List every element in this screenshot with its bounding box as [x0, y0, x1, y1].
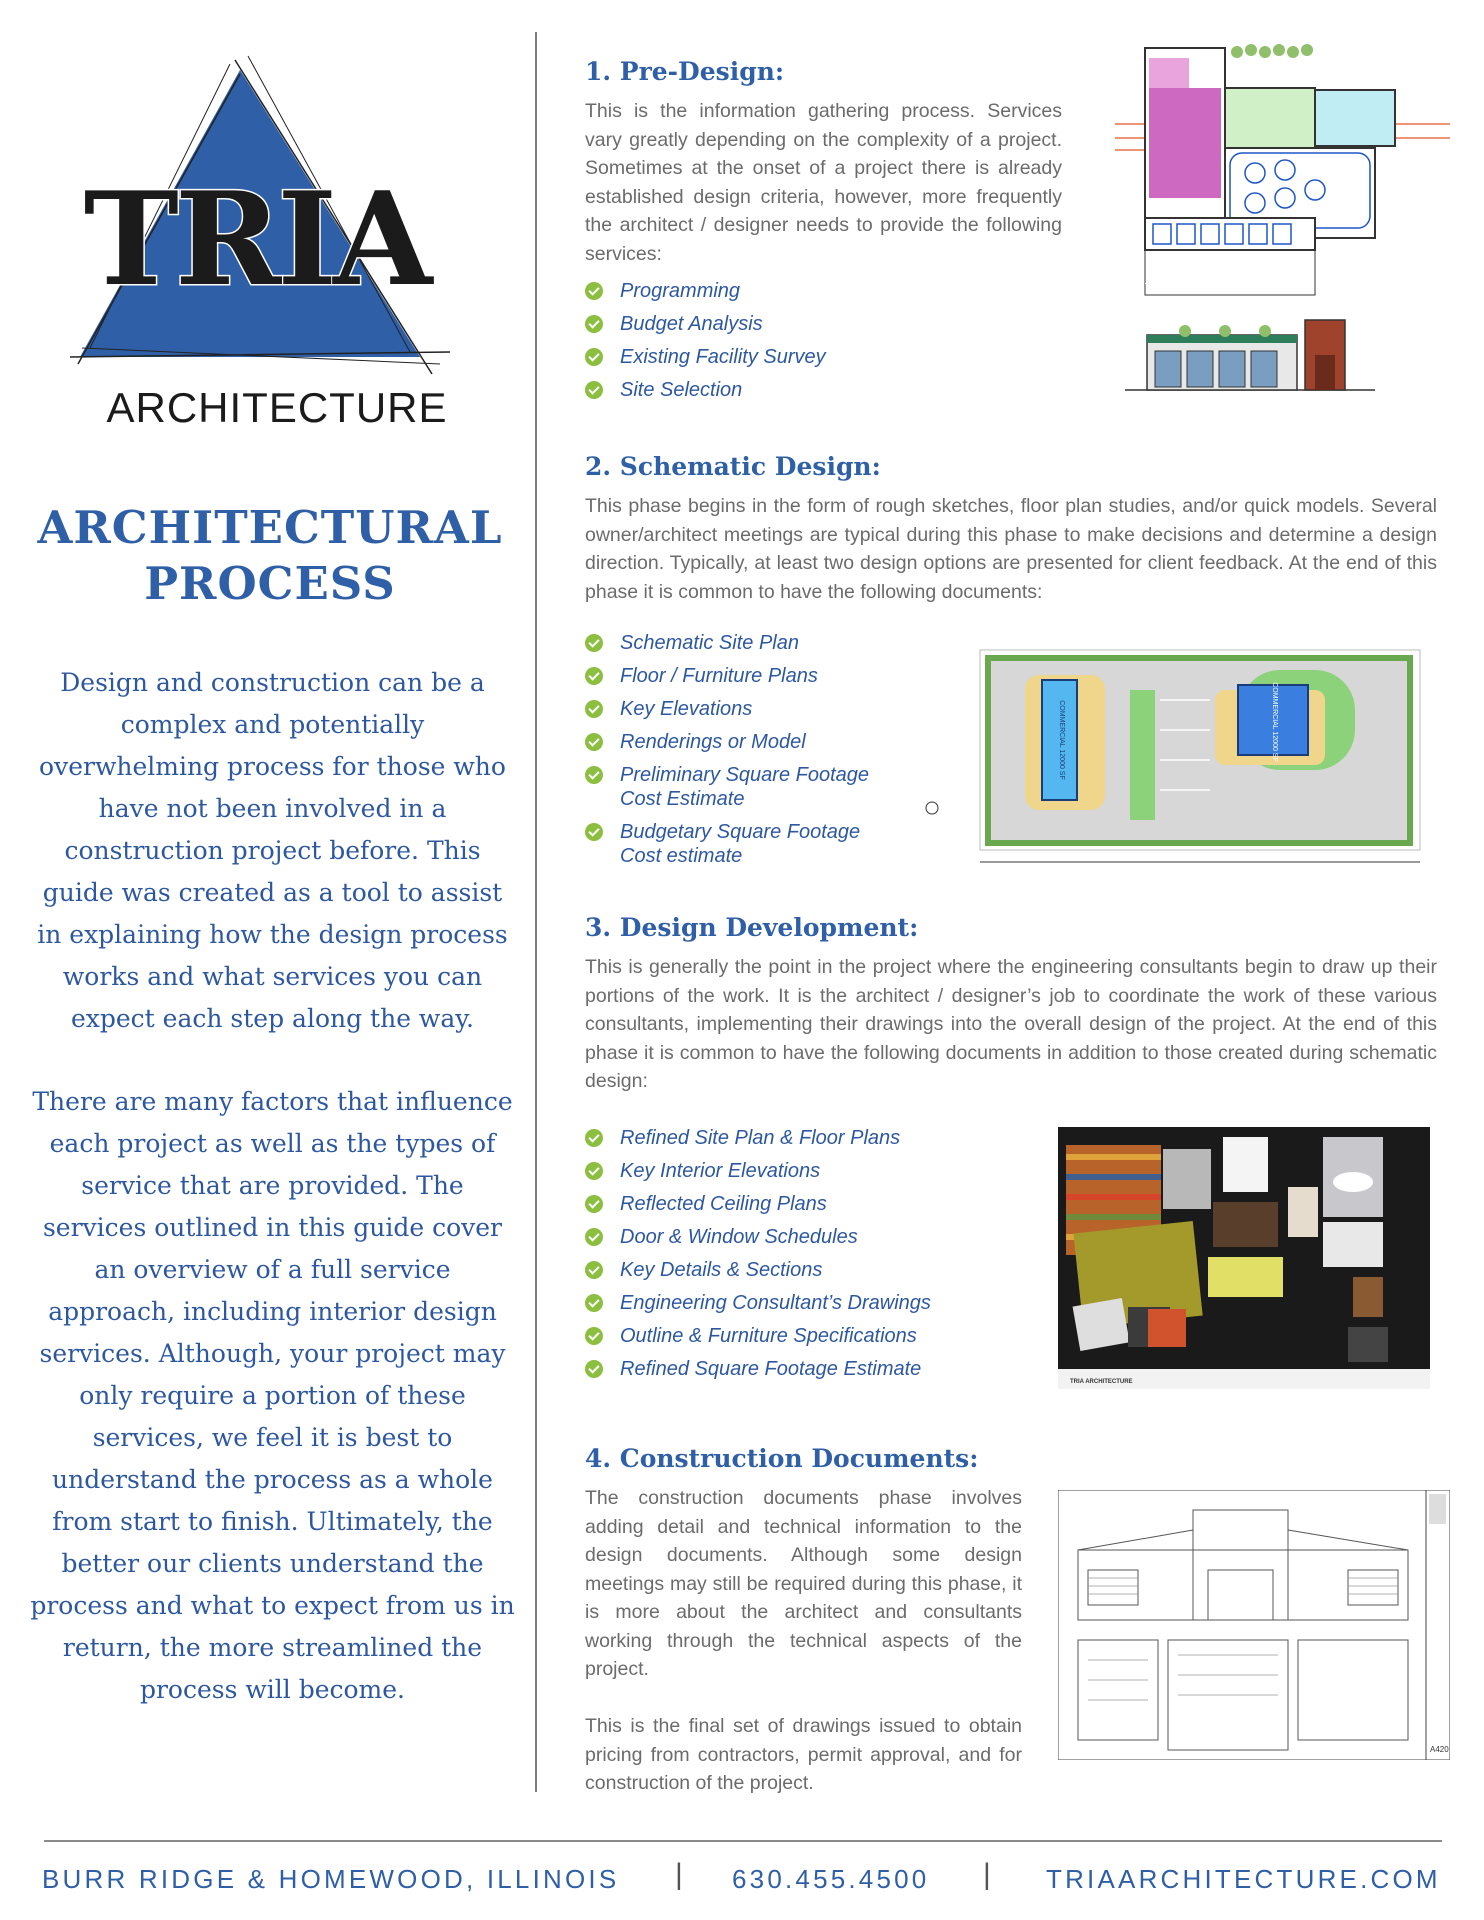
list-item: Schematic Site Plan [585, 631, 885, 655]
section-body-pre-design: This is the information gathering process. Services vary greatly depending on the complexity of a project. Sometimes at the onset of a project there is already established design criteria, however, more frequently the architect / designer needs to provide the following services: [585, 100, 1062, 265]
logo-wordmark: TRIA [83, 165, 429, 315]
check-icon [585, 348, 603, 366]
schematic-design-list [585, 631, 885, 868]
check-icon [585, 733, 603, 751]
section-heading-schematic-design: 2. Schematic Design: [585, 452, 881, 481]
section-heading-pre-design: 1. Pre-Design: [585, 57, 785, 86]
section-body-construction-documents-2: This is the final set of drawings issued to obtain pricing from contractors, permit approval, and for construction of the project. [585, 1715, 1022, 1794]
check-icon [585, 766, 603, 784]
check-icon [585, 667, 603, 685]
check-icon [585, 1162, 603, 1180]
pre-design-list [585, 279, 826, 402]
section-heading-construction-documents: 4. Construction Documents: [585, 1444, 979, 1473]
logo-tagline: ARCHITECTURE [106, 384, 448, 431]
footer-location: BURR RIDGE & HOMEWOOD, ILLINOIS [42, 1864, 620, 1894]
list-item: Budget Analysis [585, 312, 826, 336]
section-body-construction-documents: The construction documents phase involves adding detail and technical information to the design documents. Although some design meetings may still be required during this phase, it is more about the architect and consultants working through the technical aspects of the project. [585, 1487, 1022, 1680]
list-item: Key Elevations [585, 697, 885, 721]
list-item: Existing Facility Survey [585, 345, 826, 369]
list-item: Programming [585, 279, 826, 303]
list-item: Site Selection [585, 378, 826, 402]
page-title [30, 500, 510, 612]
check-icon [585, 381, 603, 399]
column-divider [535, 32, 537, 1792]
design-development-list [585, 1126, 931, 1381]
check-icon [585, 634, 603, 652]
elevation-sketch-image [1125, 315, 1375, 395]
list-item: Refined Site Plan & Floor Plans [585, 1126, 931, 1150]
footer-website[interactable]: TRIAARCHITECTURE.COM [1046, 1864, 1441, 1894]
check-icon [585, 700, 603, 718]
site-plan-image [920, 630, 1430, 875]
check-icon [585, 1195, 603, 1213]
list-item: Key Details & Sections [585, 1258, 931, 1282]
site-plan-label-1: COMMERCIAL 12000 SF [1058, 700, 1065, 780]
list-item: Reflected Ceiling Plans [585, 1192, 931, 1216]
sheet-number: A420 [1430, 1745, 1449, 1754]
page-title-line2: PROCESS [144, 557, 396, 610]
list-item: Outline & Furniture Specifications [585, 1324, 931, 1348]
section-heading-design-development: 3. Design Development: [585, 913, 919, 942]
section-body-schematic-design: This phase begins in the form of rough sketches, floor plan studies, and/or quick models. Several owner/architect meetings are typical during this phase to make decisions and determine a design direction. Typically, at least two design options are presented for client feedback. At the end of this phase it is common to have the following documents: [585, 495, 1437, 603]
check-icon [585, 1129, 603, 1147]
list-item: Renderings or Model [585, 730, 885, 754]
site-plan-label-2: COMMERCIAL 12000 SF [1271, 682, 1278, 762]
footer-separator: | [675, 1858, 683, 1891]
intro-paragraph-1: Design and construction can be a complex and potentially overwhelming process for those who have not been involved in a construction project before. This guide was created as a tool to assist in explaining how the design process works and what services you can expect each step along the way. [37, 668, 508, 1033]
list-item: Engineering Consultant’s Drawings [585, 1291, 931, 1315]
tria-logo [70, 52, 470, 432]
list-item: Preliminary Square Footage Cost Estimate [585, 763, 885, 811]
floor-plan-image [1115, 38, 1450, 298]
list-item: Floor / Furniture Plans [585, 664, 885, 688]
check-icon [585, 823, 603, 841]
construction-drawing-image [1058, 1490, 1450, 1760]
check-icon [585, 1360, 603, 1378]
footer-phone: 630.455.4500 [732, 1864, 930, 1894]
page-title-line1: ARCHITECTURAL [37, 501, 503, 554]
list-item: Budgetary Square Footage Cost estimate [585, 820, 885, 868]
intro-paragraph-2: There are many factors that influence each project as well as the types of service that are provided. The services outlined in this guide cover an overview of a full service approach, including interior design services. Although, your project may only require a portion of these services, we feel it is best to understand the process as a whole from start to finish. Ultimately, the better our clients understand the process and what to expect from us in return, the more streamlined the process will become. [30, 1087, 515, 1704]
footer-divider [44, 1840, 1442, 1842]
footer-separator: | [983, 1858, 991, 1891]
list-item: Door & Window Schedules [585, 1225, 931, 1249]
material-board-image [1058, 1127, 1430, 1389]
list-item: Key Interior Elevations [585, 1159, 931, 1183]
check-icon [585, 315, 603, 333]
check-icon [585, 282, 603, 300]
check-icon [585, 1228, 603, 1246]
section-body-design-development: This is generally the point in the project where the engineering consultants begin to draw up their portions of the work. It is the architect / designer’s job to coordinate the work of these various consultants, implementing their drawings into the overall design of the project. At the end of this phase it is common to have the following documents in addition to those created during schematic design: [585, 956, 1437, 1092]
check-icon [585, 1327, 603, 1345]
check-icon [585, 1294, 603, 1312]
board-caption: TRIA ARCHITECTURE [1070, 1379, 1133, 1385]
list-item: Refined Square Footage Estimate [585, 1357, 931, 1381]
check-icon [585, 1261, 603, 1279]
